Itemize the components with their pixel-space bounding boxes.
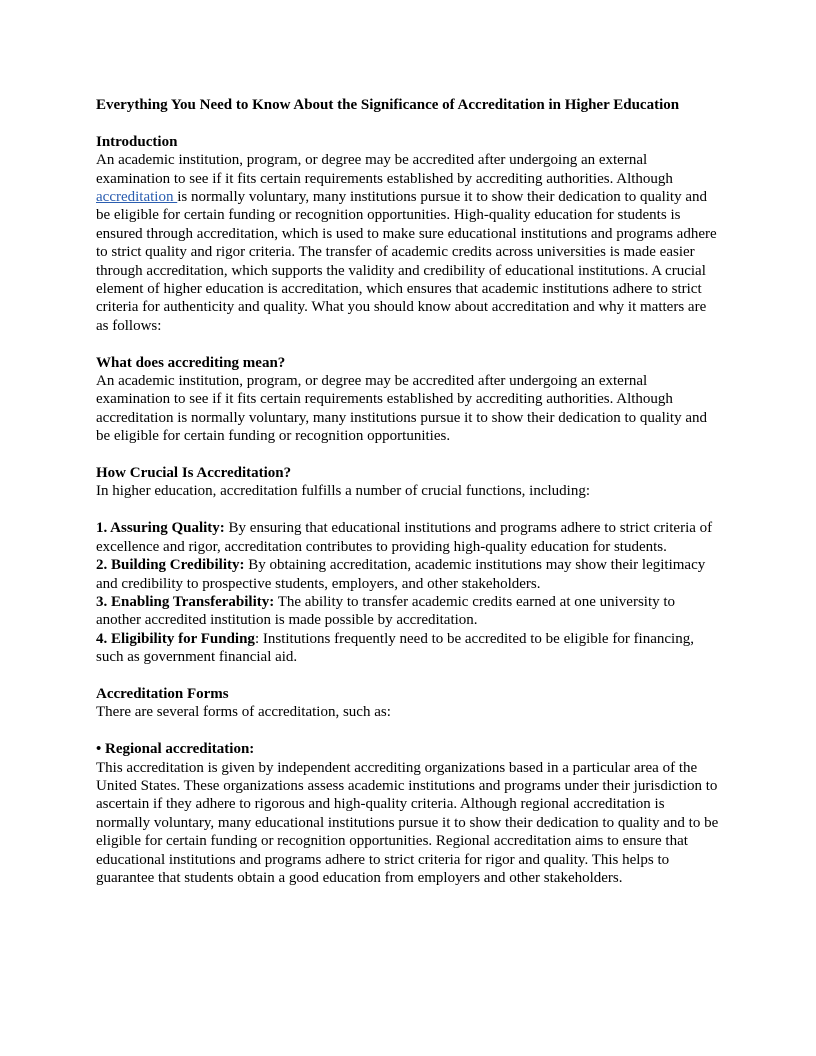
document-title: Everything You Need to Know About the Significance of Accreditation in Higher Education: [96, 97, 680, 113]
crucial-list-item: [96, 593, 720, 630]
regional-heading: • Regional accreditation:: [96, 741, 255, 758]
crucial-heading: How Crucial Is Accreditation?: [96, 465, 292, 482]
list-item-label: 4. Eligibility for Funding: [96, 630, 255, 647]
spacer: [96, 501, 720, 519]
document-page: [96, 96, 720, 887]
intro-text-before-link: An academic institution, program, or degree may be accredited after undergoing an external examination to see if it fits certain requirements established by accrediting authorities. Although: [96, 152, 673, 187]
regional-paragraph: This accreditation is given by independent accrediting organizations based in a particular area of the United States. These organizations assess academic institutions and programs under their jurisdiction to ascertain if they adhere to rigorous and high-quality criteria. Although regional accreditation is normally voluntary, many educational institutions pursue it to show their dedication to quality and to be eligible for certain funding or recognition opportunities. Regional accreditation aims to ensure that educational institutions and programs adhere to strict criteria for rigor and quality. This helps to guarantee that students obtain a good education from employers and other stakeholders.: [96, 759, 719, 886]
intro-heading: Introduction: [96, 133, 178, 150]
spacer: [96, 114, 720, 132]
spacer: [96, 722, 720, 740]
list-item-label: 1. Assuring Quality:: [96, 520, 225, 537]
crucial-list-item: [96, 556, 720, 593]
list-item-text: : Institutions frequently need to be accredited to be eligible for financing, such as government financial aid.: [96, 630, 694, 666]
list-item-text: By obtaining accreditation, academic institutions may show their legitimacy and credibility to prospective students, employers, and other stakeholders.: [96, 557, 706, 592]
list-item-label: 3. Enabling Transferability:: [96, 593, 275, 610]
list-item-label: 2. Building Credibility:: [96, 557, 245, 574]
intro-text-after-link: is normally voluntary, many institutions pursue it to show their dedication to quality and be eligible for certain funding or recognition opportunities. High-quality education for students is ensured through accreditation, which is used to make sure educational institutions and programs adhere to strict quality and rigor criteria. The transfer of academic credits across universities is made easier through accreditation, which supports the validity and credibility of educational institutions. A crucial element of higher education is accreditation, which ensures that academic institutions adhere to strict criteria for authenticity and quality. What you should know about accreditation and why it matters are as follows:: [96, 189, 717, 334]
intro-paragraph: [96, 151, 720, 335]
crucial-paragraph: In higher education, accreditation fulfills a number of crucial functions, including:: [96, 483, 591, 500]
list-item-text: The ability to transfer academic credits earned at one university to another accredited institution is made possible by accreditation.: [96, 593, 676, 629]
forms-paragraph: There are several forms of accreditation, such as:: [96, 704, 391, 721]
accreditation-link[interactable]: accreditation: [96, 189, 178, 206]
crucial-list-item: [96, 630, 720, 667]
list-item-text: By ensuring that educational institutions and programs adhere to strict criteria of excellence and rigor, accreditation contributes to providing high-quality education for students.: [96, 520, 713, 555]
spacer: [96, 667, 720, 685]
spacer: [96, 335, 720, 353]
crucial-list-item: [96, 519, 720, 556]
spacer: [96, 446, 720, 464]
meaning-heading: What does accrediting mean?: [96, 354, 286, 371]
forms-heading: Accreditation Forms: [96, 685, 229, 702]
meaning-paragraph: An academic institution, program, or degree may be accredited after undergoing an external examination to see if it fits certain requirements established by accrediting authorities. Although accreditation is normally voluntary, many institutions pursue it to show their dedication to quality and be eligible for certain funding or recognition opportunities.: [96, 373, 707, 445]
